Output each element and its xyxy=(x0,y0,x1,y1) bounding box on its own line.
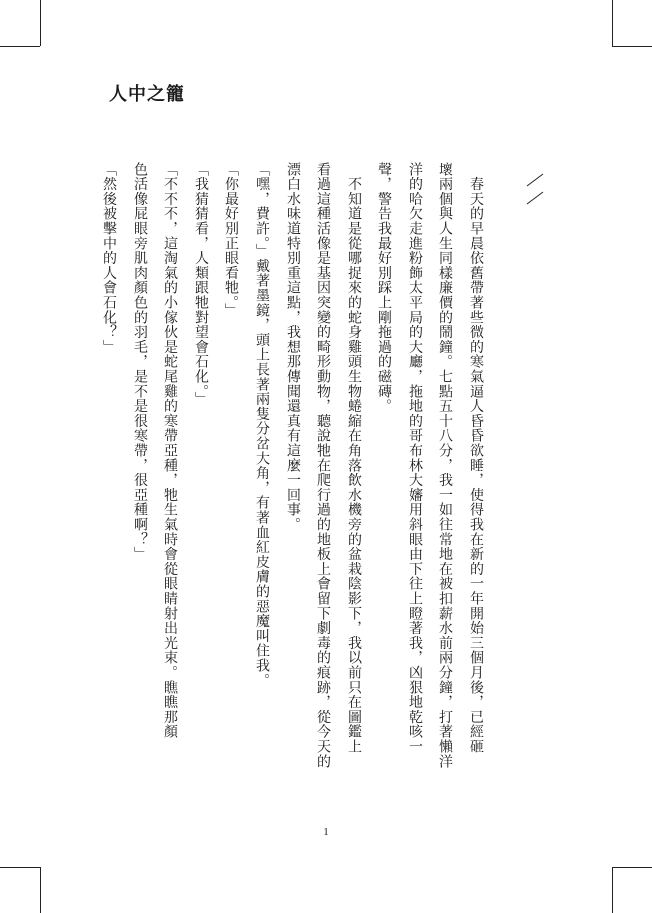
text-column: 色活像屁眼旁肌肉顏色的羽毛，是不是很寒帶，很亞種啊？」 xyxy=(132,162,148,562)
crop-mark-bottom-right-v xyxy=(612,867,613,913)
text-column: 「不不不，這淘氣的小傢伙是蛇尾雞的寒帶亞種，牠生氣時會從眼睛射出光束。瞧瞧那顏 xyxy=(162,162,178,740)
text-column: 「然後被擊中的人會石化？」 xyxy=(101,162,117,355)
crop-mark-top-right-v xyxy=(612,0,613,46)
text-column: 「嘿，費許。」戴著墨鏡，頭上長著兩隻分岔大角，有著血紅皮膚的惡魔叫住我。 xyxy=(254,162,270,688)
crop-mark-bottom-right-h xyxy=(612,867,652,868)
text-column: 看過這種活像是基因突變的畸形動物，聽說牠在爬行過的地板上會留下劇毒的痕跡，從今天的 xyxy=(315,162,331,769)
crop-mark-top-right-h xyxy=(612,46,652,47)
section-break-mark xyxy=(525,172,545,206)
text-column: 「我猜猜看，人類跟牠對望會石化。」 xyxy=(193,162,209,407)
text-column: 「你最好別正眼看牠。」 xyxy=(223,162,239,318)
page-number: 1 xyxy=(323,826,329,838)
body-text-columns xyxy=(86,162,486,812)
crop-mark-bottom-left-v xyxy=(40,867,41,913)
text-column: 洋的哈欠走進粉飾太平局的大廳，拖地的哥布林大嬸用斜眼由下往上瞪著我，凶狠地乾咳一 xyxy=(407,162,423,754)
crop-mark-top-left-v xyxy=(40,0,41,46)
text-column: 不知道是從哪捉來的蛇身雞頭生物蜷縮在角落飲水機旁的盆栽陰影下，我以前只在圖鑑上 xyxy=(346,162,362,754)
text-column: 壞兩個與人生同樣廉價的鬧鐘。七點五十八分，我一如往常地在被扣薪水前兩分鐘，打著懶洋 xyxy=(437,162,453,769)
text-column: 聲，警告我最好別踩上剛拖過的磁磚。 xyxy=(376,162,392,414)
chapter-title: 人中之籠 xyxy=(109,84,185,105)
text-column: 春天的早晨依舊帶著些微的寒氣逼人昏昏欲睡，使得我在新的一年開始三個月後，已經砸 xyxy=(468,162,484,754)
crop-mark-top-left-h xyxy=(0,46,40,47)
crop-mark-bottom-left-h xyxy=(0,867,40,868)
text-column: 漂白水味道特別重這點，我想那傳聞還真有這麼一回事。 xyxy=(285,162,301,532)
